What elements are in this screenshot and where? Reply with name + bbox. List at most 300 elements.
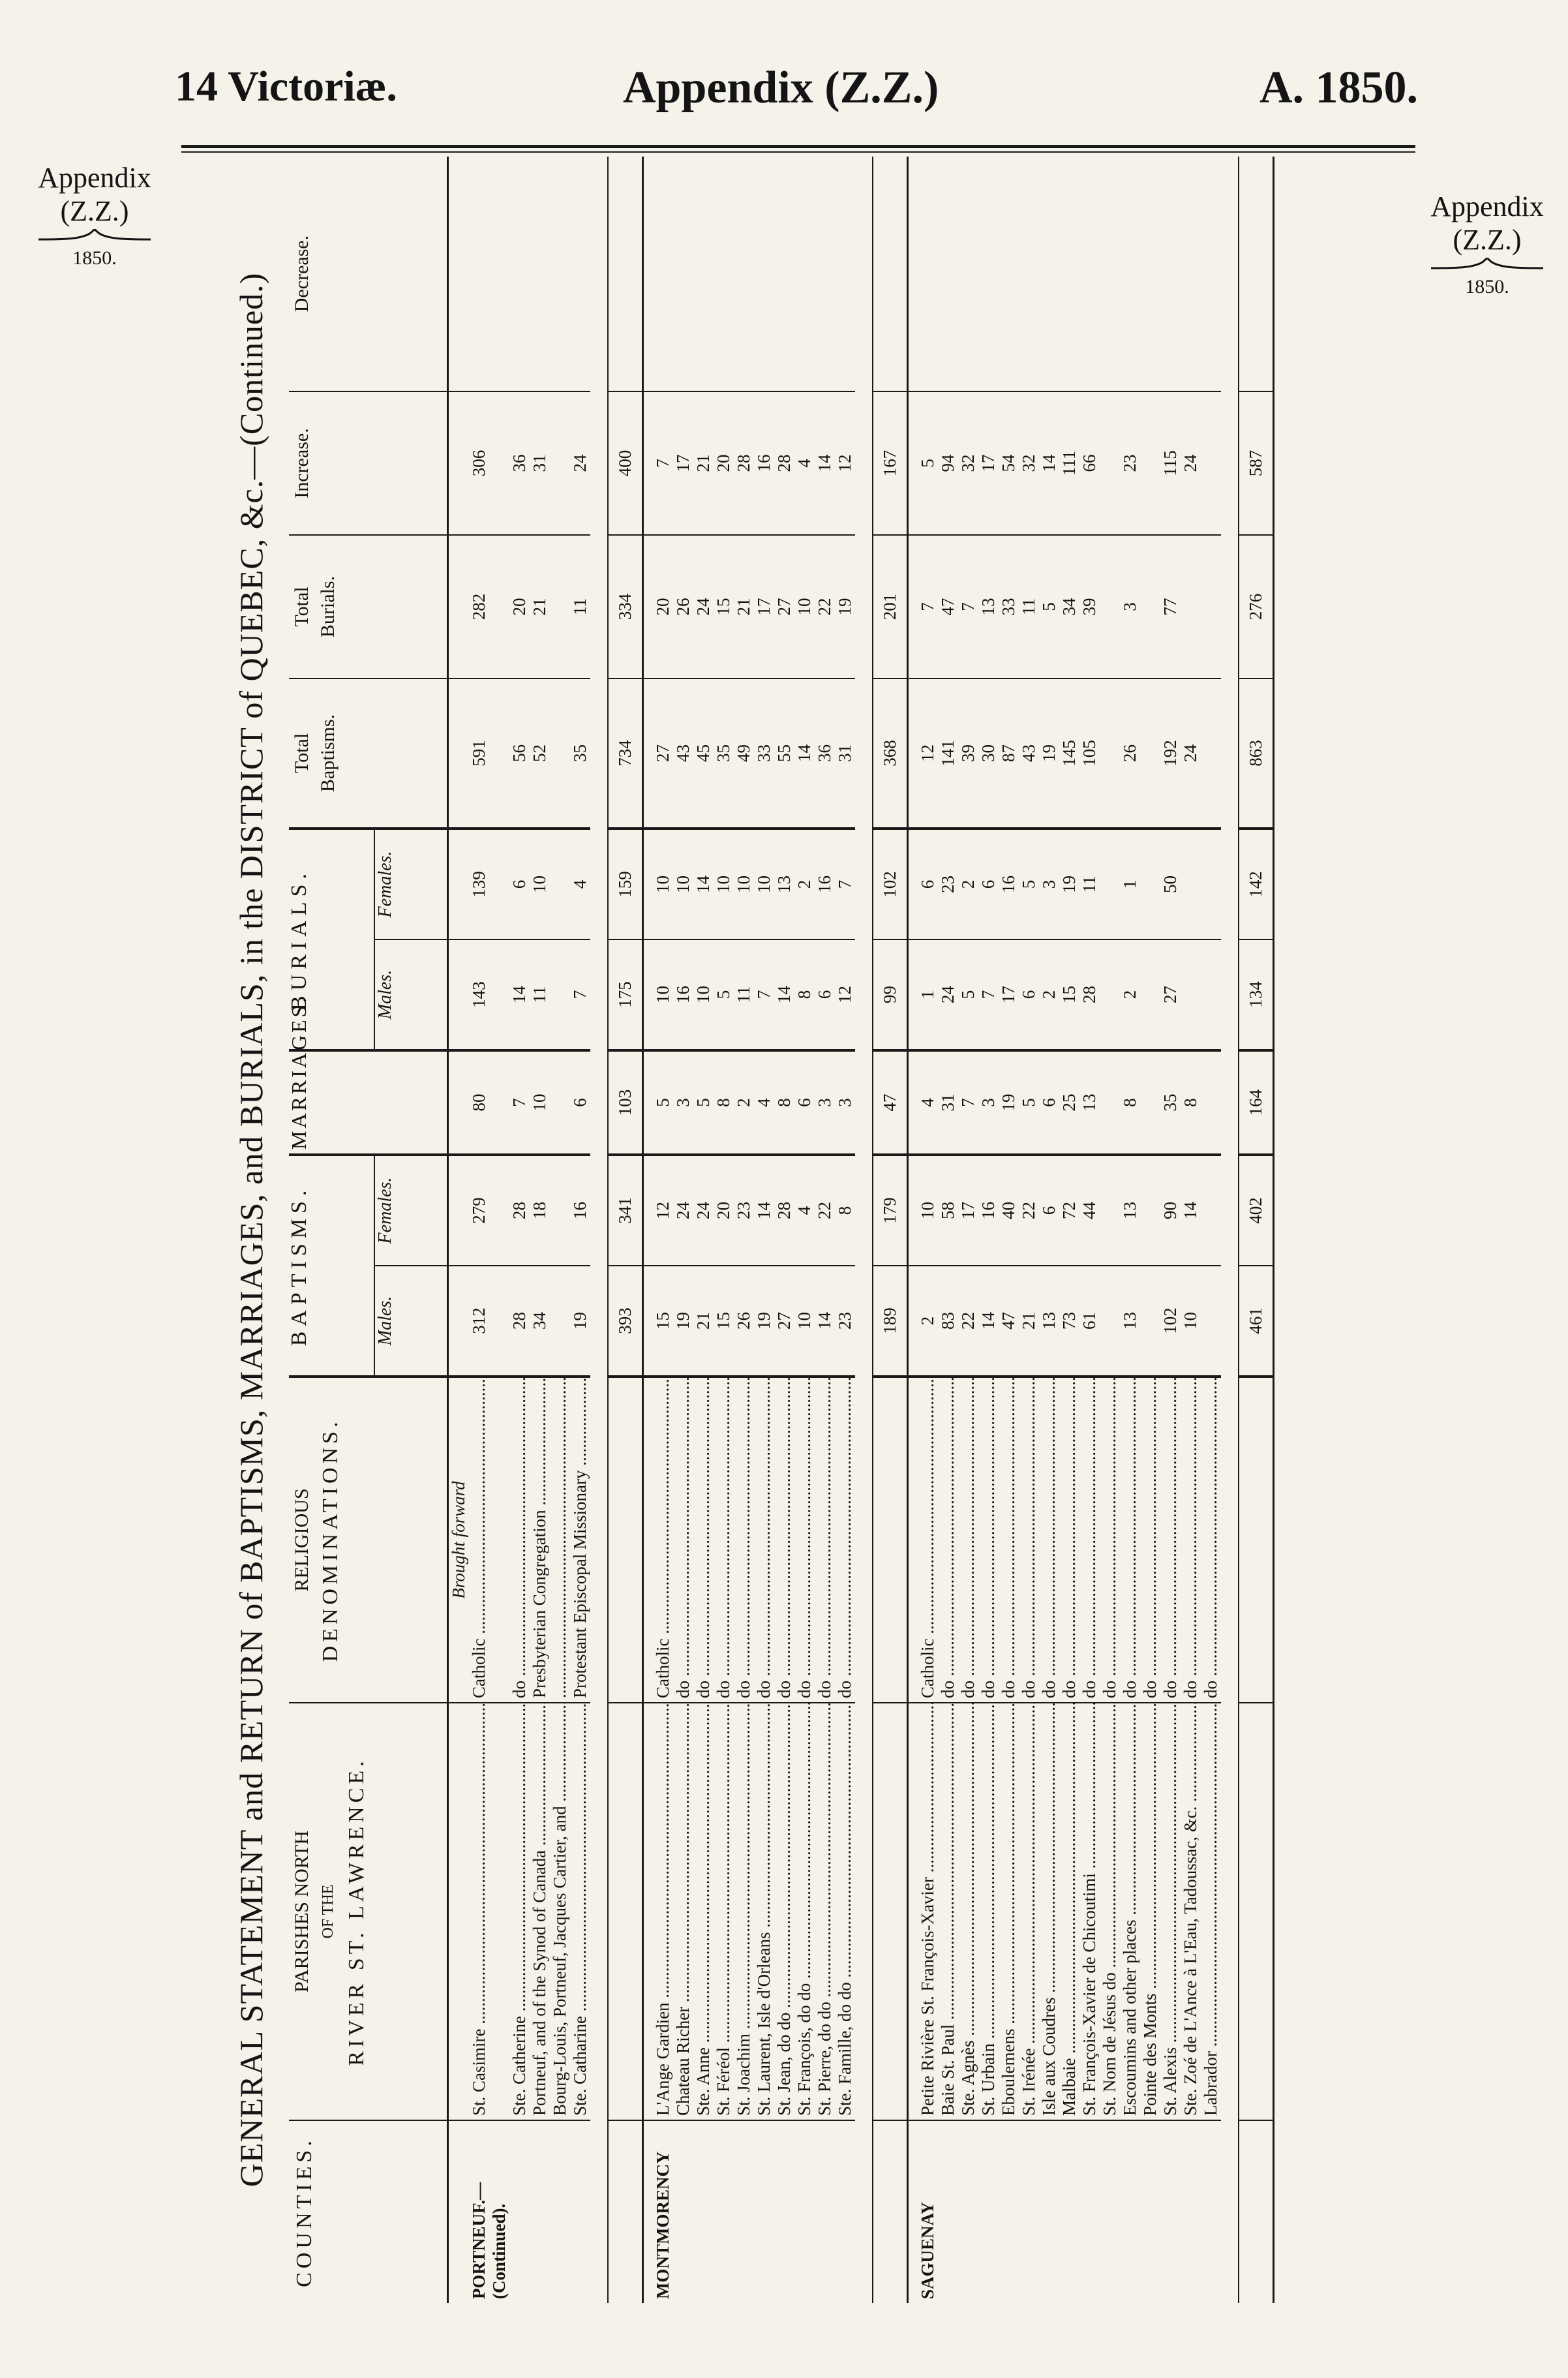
side-note-right-line2: (Z.Z.) — [1453, 223, 1522, 256]
value-tbu: 20 — [643, 535, 674, 678]
value-tb: 87 — [999, 678, 1019, 829]
value-burf: 6 — [509, 829, 530, 939]
parish-name: St. Irénée ..... — [1019, 1703, 1039, 2120]
value-tbu: 7 — [958, 535, 978, 678]
value-burm: 6 — [1019, 939, 1039, 1050]
value-bm: 27 — [774, 1266, 794, 1377]
county-cell — [958, 2120, 978, 2303]
value-inc: 111 — [1059, 391, 1079, 535]
value-mar: 8 — [714, 1050, 734, 1155]
value-tbu: 24 — [693, 535, 714, 678]
total-burm: 99 — [873, 939, 908, 1050]
statement-table-body — [448, 157, 1274, 2303]
parish-cell — [1239, 1703, 1274, 2120]
total-tbu: 201 — [873, 535, 908, 678]
value-burm: 7 — [754, 939, 774, 1050]
col-header-total-burials: Total Burials. — [289, 535, 448, 678]
value-inc: 66 — [1079, 391, 1100, 535]
county-cell — [673, 2120, 693, 2303]
value-inc: 28 — [734, 391, 754, 535]
value-bf: 22 — [1019, 1155, 1039, 1266]
value-inc: 24 — [1181, 391, 1201, 535]
value-tb: 49 — [734, 678, 754, 829]
table-row — [835, 157, 855, 2303]
value-burf: 139 — [469, 829, 509, 939]
parish-name: Petite Rivière St. François-Xavier ..... — [908, 1703, 939, 2120]
value-mar: 8 — [1181, 1050, 1201, 1155]
value-inc: 14 — [815, 391, 835, 535]
col-header-counties: COUNTIES. — [289, 2120, 448, 2303]
denomination: do ..... — [754, 1377, 774, 1703]
value-tb: 141 — [938, 678, 958, 829]
table-row — [1100, 157, 1120, 2303]
value-bf — [550, 1155, 570, 1266]
value-tbu: 11 — [1019, 535, 1039, 678]
parish-name: St. François, do do ..... — [794, 1703, 815, 2120]
statement-table-frame — [289, 157, 1412, 2303]
value-inc: 115 — [1160, 391, 1181, 535]
value-dec — [1019, 157, 1039, 391]
value-inc: 32 — [1019, 391, 1039, 535]
value-tb: 43 — [673, 678, 693, 829]
parish-name: Malbaie ..... — [1059, 1703, 1079, 2120]
value-bf: 28 — [509, 1155, 530, 1266]
table-row — [643, 157, 674, 2303]
value-bm: 23 — [835, 1266, 855, 1377]
table-row — [469, 157, 509, 2303]
col-header-baptisms: BAPTISMS. — [289, 1155, 374, 1377]
value-tbu: 47 — [938, 535, 958, 678]
parish-name: St. Pierre, do do ..... — [815, 1703, 835, 2120]
county-cell — [1181, 2120, 1201, 2303]
value-burm: 6 — [815, 939, 835, 1050]
value-bm: 19 — [673, 1266, 693, 1377]
value-bm — [1100, 1266, 1120, 1377]
value-burf: 14 — [693, 829, 714, 939]
value-burf: 10 — [714, 829, 734, 939]
value-tbu: 19 — [835, 535, 855, 678]
value-dec — [1100, 157, 1120, 391]
county-cell — [1100, 2120, 1120, 2303]
value-bf: 14 — [1181, 1155, 1201, 1266]
value-bf: 4 — [794, 1155, 815, 1266]
county-cell — [530, 2120, 550, 2303]
county-cell — [835, 2120, 855, 2303]
value-burf: 10 — [673, 829, 693, 939]
value-inc: 16 — [754, 391, 774, 535]
total-burf: 159 — [608, 829, 643, 939]
value-burm: 11 — [734, 939, 754, 1050]
value-burm: 11 — [530, 939, 550, 1050]
table-row — [509, 157, 530, 2303]
table-row — [693, 157, 714, 2303]
value-tb: 36 — [815, 678, 835, 829]
parish-name: Eboulemens ..... — [999, 1703, 1019, 2120]
value-cell — [448, 535, 470, 678]
total-burf: 102 — [873, 829, 908, 939]
value-burf: 7 — [835, 829, 855, 939]
value-tbu: 33 — [999, 535, 1019, 678]
value-cell — [448, 1050, 470, 1155]
value-tb: 43 — [1019, 678, 1039, 829]
county-cell — [1039, 2120, 1059, 2303]
value-burf: 23 — [938, 829, 958, 939]
value-dec — [469, 157, 509, 391]
col-header-marriages: MARRIAGES. — [289, 1050, 448, 1155]
value-burf: 6 — [908, 829, 939, 939]
value-cell — [448, 1266, 470, 1377]
value-inc: 23 — [1120, 391, 1140, 535]
value-tb — [1140, 678, 1160, 829]
value-tb: 30 — [978, 678, 999, 829]
value-dec — [774, 157, 794, 391]
value-burm: 7 — [570, 939, 590, 1050]
total-bf: 179 — [873, 1155, 908, 1266]
denomination: do ..... — [693, 1377, 714, 1703]
value-mar: 5 — [693, 1050, 714, 1155]
value-burm — [1201, 939, 1221, 1050]
total-dec — [608, 157, 643, 391]
value-inc: 306 — [469, 391, 509, 535]
value-bf: 58 — [938, 1155, 958, 1266]
value-cell — [448, 157, 470, 391]
value-burm: 5 — [958, 939, 978, 1050]
value-burm: 14 — [509, 939, 530, 1050]
county-cell — [794, 2120, 815, 2303]
table-row — [550, 157, 570, 2303]
denomination: do ..... — [835, 1377, 855, 1703]
value-mar: 7 — [509, 1050, 530, 1155]
parish-name: Ste. Agnès ..... — [958, 1703, 978, 2120]
col-header-baptisms-males: Males. — [374, 1266, 448, 1377]
county-cell — [550, 2120, 570, 2303]
county-cell — [693, 2120, 714, 2303]
value-mar: 3 — [815, 1050, 835, 1155]
value-tbu: 13 — [978, 535, 999, 678]
parish-name: St. Alexis ..... — [1160, 1703, 1181, 2120]
total-row — [1239, 157, 1274, 2303]
spacer-cell — [855, 157, 873, 2303]
value-bm: 15 — [714, 1266, 734, 1377]
value-dec — [794, 157, 815, 391]
parish-name: Ste. Anne ..... — [693, 1703, 714, 2120]
value-burm — [550, 939, 570, 1050]
county-cell — [570, 2120, 590, 2303]
value-burm: 10 — [693, 939, 714, 1050]
denomination: do ..... — [815, 1377, 835, 1703]
value-burm: 12 — [835, 939, 855, 1050]
value-tbu: 282 — [469, 535, 509, 678]
denomination: Presbyterian Congregation ..... — [530, 1377, 550, 1703]
value-bm: 2 — [908, 1266, 939, 1377]
total-inc: 587 — [1239, 391, 1274, 535]
table-row — [754, 157, 774, 2303]
value-tb: 35 — [570, 678, 590, 829]
value-dec — [908, 157, 939, 391]
value-cell — [448, 939, 470, 1050]
value-inc: 17 — [673, 391, 693, 535]
value-burm — [1140, 939, 1160, 1050]
denomination: Catholic ..... — [643, 1377, 674, 1703]
value-tbu — [1181, 535, 1201, 678]
total-bf: 341 — [608, 1155, 643, 1266]
parish-name: St. Urbain ..... — [978, 1703, 999, 2120]
denomination: do ..... — [999, 1377, 1019, 1703]
denomination: do ..... — [714, 1377, 734, 1703]
denomination: do ..... — [794, 1377, 815, 1703]
total-burm: 175 — [608, 939, 643, 1050]
value-burf: 16 — [815, 829, 835, 939]
value-tbu: 3 — [1120, 535, 1140, 678]
value-bm: 10 — [794, 1266, 815, 1377]
value-mar: 3 — [673, 1050, 693, 1155]
value-tb: 591 — [469, 678, 509, 829]
value-burf — [1181, 829, 1201, 939]
value-mar: 8 — [774, 1050, 794, 1155]
county-cell — [1140, 2120, 1160, 2303]
value-tb: 12 — [908, 678, 939, 829]
value-bm: 19 — [570, 1266, 590, 1377]
denomination: do ..... — [1140, 1377, 1160, 1703]
value-bf — [1140, 1155, 1160, 1266]
value-bf — [1201, 1155, 1221, 1266]
value-inc: 17 — [978, 391, 999, 535]
total-tbu: 276 — [1239, 535, 1274, 678]
value-inc: 54 — [999, 391, 1019, 535]
value-burf: 16 — [999, 829, 1019, 939]
value-bf: 40 — [999, 1155, 1019, 1266]
value-bm: 15 — [643, 1266, 674, 1377]
county-cell — [1120, 2120, 1140, 2303]
col-header-religious: RELIGIOUS DENOMINATIONS. — [289, 1377, 448, 1703]
value-tb: 14 — [794, 678, 815, 829]
value-tb: 105 — [1079, 678, 1100, 829]
value-tb: 45 — [693, 678, 714, 829]
value-dec — [570, 157, 590, 391]
value-mar — [1201, 1050, 1221, 1155]
value-inc: 12 — [835, 391, 855, 535]
parish-name: Ste. Famille, do do ..... — [835, 1703, 855, 2120]
county-cell — [774, 2120, 794, 2303]
value-tbu: 77 — [1160, 535, 1181, 678]
parish-name: Baie St. Paul ..... — [938, 1703, 958, 2120]
parish-name: St. Nom de Jésus do ..... — [1100, 1703, 1120, 2120]
parish-name: Isle aux Coudres ..... — [1039, 1703, 1059, 2120]
table-row — [958, 157, 978, 2303]
value-cell — [448, 1155, 470, 1266]
value-burf: 11 — [1079, 829, 1100, 939]
value-bm: 26 — [734, 1266, 754, 1377]
county-cell: SAGUENAY — [908, 2120, 939, 2303]
brought-forward-label: Brought forward — [448, 1377, 470, 1703]
denomination: do ..... — [1019, 1377, 1039, 1703]
value-dec — [530, 157, 550, 391]
side-note-left-line2: (Z.Z.) — [60, 194, 129, 227]
denomination: do ..... — [958, 1377, 978, 1703]
value-mar: 19 — [999, 1050, 1019, 1155]
value-inc: 4 — [794, 391, 815, 535]
value-burm: 7 — [978, 939, 999, 1050]
value-burf: 10 — [643, 829, 674, 939]
value-burm: 143 — [469, 939, 509, 1050]
value-tb — [1100, 678, 1120, 829]
denomination: do ..... — [1059, 1377, 1079, 1703]
value-mar: 5 — [643, 1050, 674, 1155]
table-row — [1181, 157, 1201, 2303]
value-bm: 13 — [1120, 1266, 1140, 1377]
total-bm: 189 — [873, 1266, 908, 1377]
denomination: Protestant Episcopal Missionary ..... — [570, 1377, 590, 1703]
value-bm: 13 — [1039, 1266, 1059, 1377]
value-bm: 21 — [1019, 1266, 1039, 1377]
denomination: do ..... — [774, 1377, 794, 1703]
value-mar: 6 — [794, 1050, 815, 1155]
value-bf: 28 — [774, 1155, 794, 1266]
value-dec — [1120, 157, 1140, 391]
parish-name: Ste. Zoé de L'Ance à L'Eau, Tadoussac, &c. ..... — [1181, 1703, 1201, 2120]
value-tbu: 21 — [530, 535, 550, 678]
parish-name: Escoumins and other places ..... — [1120, 1703, 1140, 2120]
value-bm: 102 — [1160, 1266, 1181, 1377]
value-bf: 10 — [908, 1155, 939, 1266]
value-mar: 25 — [1059, 1050, 1079, 1155]
value-mar: 35 — [1160, 1050, 1181, 1155]
total-mar: 103 — [608, 1050, 643, 1155]
value-tbu: 26 — [673, 535, 693, 678]
value-cell — [448, 678, 470, 829]
spacer-row — [1221, 157, 1239, 2303]
value-dec — [958, 157, 978, 391]
value-dec — [1039, 157, 1059, 391]
value-bf: 12 — [643, 1155, 674, 1266]
table-row — [774, 157, 794, 2303]
table-row — [1079, 157, 1100, 2303]
spacer-row — [590, 157, 608, 2303]
table-row — [1140, 157, 1160, 2303]
table-row — [714, 157, 734, 2303]
value-tbu: 39 — [1079, 535, 1100, 678]
county-cell: MONTMORENCY — [643, 2120, 674, 2303]
denomination: do ..... — [1120, 1377, 1140, 1703]
value-bm: 73 — [1059, 1266, 1079, 1377]
value-dec — [1059, 157, 1079, 391]
value-dec — [835, 157, 855, 391]
brought-forward-row — [448, 157, 470, 2303]
value-dec — [999, 157, 1019, 391]
table-row — [570, 157, 590, 2303]
col-header-baptisms-females: Females. — [374, 1155, 448, 1266]
county-cell — [999, 2120, 1019, 2303]
county-cell — [1239, 2120, 1274, 2303]
parish-name: L'Ange Gardien ..... — [643, 1703, 674, 2120]
value-burf: 10 — [530, 829, 550, 939]
total-dec — [873, 157, 908, 391]
value-tbu: 22 — [815, 535, 835, 678]
total-tb: 863 — [1239, 678, 1274, 829]
denomination: do ..... — [1201, 1377, 1221, 1703]
value-bf: 23 — [734, 1155, 754, 1266]
value-tbu: 21 — [734, 535, 754, 678]
side-note-right-line1: Appendix — [1430, 191, 1544, 222]
page-header-title: Appendix (Z.Z.) — [623, 63, 939, 113]
value-bf: 279 — [469, 1155, 509, 1266]
col-header-burials-males: Males. — [374, 939, 448, 1050]
value-burf: 2 — [794, 829, 815, 939]
rotated-table-area — [219, 157, 1412, 2303]
value-tbu: 17 — [754, 535, 774, 678]
side-note-left-line1: Appendix — [38, 162, 151, 194]
total-inc: 167 — [873, 391, 908, 535]
total-burf: 142 — [1239, 829, 1274, 939]
table-row — [1019, 157, 1039, 2303]
value-bm: 83 — [938, 1266, 958, 1377]
total-tbu: 334 — [608, 535, 643, 678]
total-bf: 402 — [1239, 1155, 1274, 1266]
value-bf: 44 — [1079, 1155, 1100, 1266]
statement-table — [289, 157, 1274, 2303]
col-header-burials-females: Females. — [374, 829, 448, 939]
value-bm: 14 — [815, 1266, 835, 1377]
value-tbu: 27 — [774, 535, 794, 678]
value-bm: 47 — [999, 1266, 1019, 1377]
value-dec — [1140, 157, 1160, 391]
total-row — [873, 157, 908, 2303]
denomination: Catholic ..... — [908, 1377, 939, 1703]
value-tbu: 15 — [714, 535, 734, 678]
value-burf: 4 — [570, 829, 590, 939]
value-tb: 52 — [530, 678, 550, 829]
table-row — [734, 157, 754, 2303]
total-bm: 393 — [608, 1266, 643, 1377]
county-cell — [938, 2120, 958, 2303]
spacer-row — [855, 157, 873, 2303]
parish-name: Portneuf, and of the Synod of Canada ..... — [530, 1703, 550, 2120]
table-row — [815, 157, 835, 2303]
total-burm: 134 — [1239, 939, 1274, 1050]
value-dec — [550, 157, 570, 391]
county-cell — [873, 2120, 908, 2303]
value-bm — [1140, 1266, 1160, 1377]
county-cell — [734, 2120, 754, 2303]
side-note-left-year: 1850. — [72, 247, 117, 269]
col-header-decrease: Decrease. — [289, 157, 448, 391]
value-mar: 6 — [1039, 1050, 1059, 1155]
parish-cell — [608, 1703, 643, 2120]
value-inc: 28 — [774, 391, 794, 535]
value-tb: 56 — [509, 678, 530, 829]
value-mar: 6 — [570, 1050, 590, 1155]
denomination: do ..... — [1079, 1377, 1100, 1703]
value-burf — [1201, 829, 1221, 939]
value-tb: 55 — [774, 678, 794, 829]
table-row — [1160, 157, 1181, 2303]
parish-name: St. Casimire ..... — [469, 1703, 509, 2120]
value-mar: 8 — [1120, 1050, 1140, 1155]
value-inc: 24 — [570, 391, 590, 535]
value-tbu: 7 — [908, 535, 939, 678]
table-row — [530, 157, 550, 2303]
value-mar — [550, 1050, 570, 1155]
header-rule-thick — [181, 145, 1415, 148]
total-tb: 734 — [608, 678, 643, 829]
value-burm: 15 — [1059, 939, 1079, 1050]
value-dec — [754, 157, 774, 391]
value-inc — [1140, 391, 1160, 535]
value-tb: 39 — [958, 678, 978, 829]
denomination: do ..... — [509, 1377, 530, 1703]
value-burf: 10 — [754, 829, 774, 939]
value-tb: 192 — [1160, 678, 1181, 829]
